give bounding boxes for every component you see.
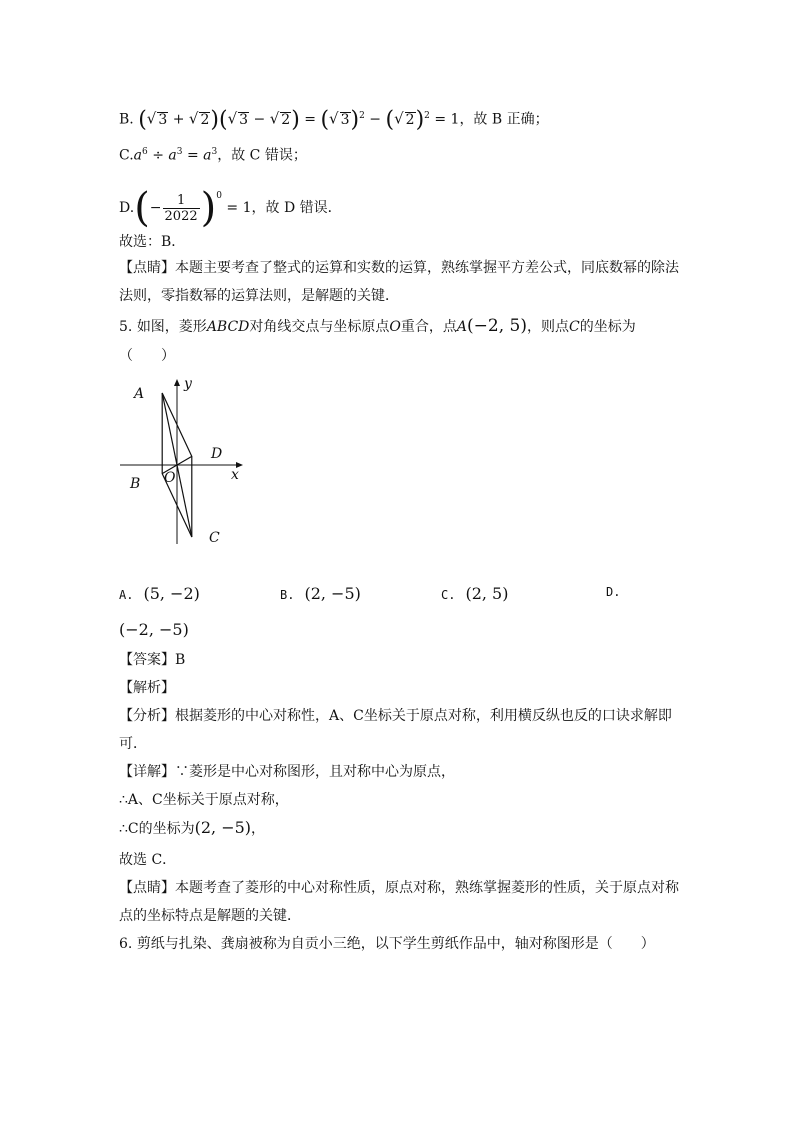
- solution-option-c: $C.a^6 \div a^3 = a^3$，故 C 错误；: [119, 147, 307, 164]
- remark-1-line-2: 法则，零指数幂的运算法则，是解题的关键．: [119, 288, 399, 304]
- label-d: D: [211, 446, 223, 462]
- remark-1-line-1: 【点睛】本题主要考查了整式的运算和实数的运算，熟练掌握平方差公式，同底数幂的除法: [119, 260, 679, 276]
- remark-2-line-2: 点的坐标特点是解题的关键．: [119, 908, 301, 924]
- answer-value: B: [175, 652, 186, 668]
- option-b-conclusion: ，故 B 正确；: [459, 111, 549, 128]
- analysis-heading: 【解析】: [119, 680, 175, 696]
- option-d-conclusion: ，故 D 错误．: [251, 200, 342, 216]
- sqrt-3-b: 3: [239, 111, 249, 128]
- detail-line-4: 故选 C．: [119, 852, 177, 868]
- analysis-line-2: 可．: [119, 736, 147, 752]
- option-b-label: B.: [119, 111, 134, 128]
- choice-d-letter[interactable]: D.: [606, 585, 621, 599]
- label-y: y: [184, 376, 192, 392]
- question-number: 6.: [119, 936, 133, 952]
- detail-line-3: ∴C的坐标为(2, −5)，: [119, 818, 266, 837]
- question-5-stem: 5. 如图，菱形ABCD对角线交点与坐标原点O重合，点A(−2, 5)，则点C的坐标为: [119, 316, 636, 336]
- detail-line-1: 【详解】∵菱形是中心对称图形，且对称中心为原点，: [119, 764, 455, 780]
- fraction: $\frac{1}{2022}$: [164, 192, 198, 224]
- option-d-label: D.: [119, 200, 135, 216]
- question-5-bracket: （ ）: [119, 348, 175, 364]
- label-c: C: [209, 530, 220, 546]
- sqrt-3-a: 3: [158, 111, 168, 128]
- detail-line-2: ∴A、C坐标关于原点对称，: [119, 792, 289, 808]
- remark-tag: 【点睛】: [119, 880, 175, 896]
- option-c-conclusion: ，故 C 错误；: [217, 147, 307, 164]
- question-6-stem: 6. 剪纸与扎染、龚扇被称为自贡小三绝，以下学生剪纸作品中，轴对称图形是（ ）: [119, 936, 655, 952]
- option-c-label: C.: [119, 147, 134, 164]
- solution-option-b: B. (√ 3 + √ 2)(√ 3 − √ 2) = (√ 3)$^2$ − (√ 2)$^2$ = 1，故 B 正确；: [119, 107, 549, 133]
- remark-tag: 【点睛】: [119, 260, 175, 276]
- remark-2-line-1: 【点睛】本题考查了菱形的中心对称性质，原点对称，熟练掌握菱形的性质，关于原点对称: [119, 880, 679, 896]
- choice-d-value[interactable]: (−2, −5): [119, 620, 189, 639]
- label-a: A: [134, 386, 145, 402]
- label-x: x: [231, 467, 239, 483]
- answer-line: 【答案】B: [119, 652, 186, 668]
- label-o: O: [164, 470, 176, 486]
- choice-b[interactable]: B. (2, −5): [280, 584, 361, 603]
- choice-c[interactable]: C. (2, 5): [441, 584, 509, 603]
- analysis-line-1: 【分析】根据菱形的中心对称性，A、C坐标关于原点对称，利用横反纵也反的口诀求解即: [119, 708, 672, 724]
- solution-option-d: D.(− $\frac{1}{2022}$ )$^0$ = 1，故 D 错误．: [119, 185, 342, 231]
- sqrt-2-b: 2: [281, 111, 291, 128]
- sqrt-2-a: 2: [200, 111, 210, 128]
- answer-choice-line: 故选：B．: [119, 234, 186, 250]
- option-b-result: = 1: [434, 111, 460, 128]
- label-b: B: [130, 476, 141, 492]
- question-number: 5.: [119, 319, 133, 335]
- rhombus-figure: [118, 374, 258, 549]
- choice-a[interactable]: A. (5, −2): [119, 584, 200, 603]
